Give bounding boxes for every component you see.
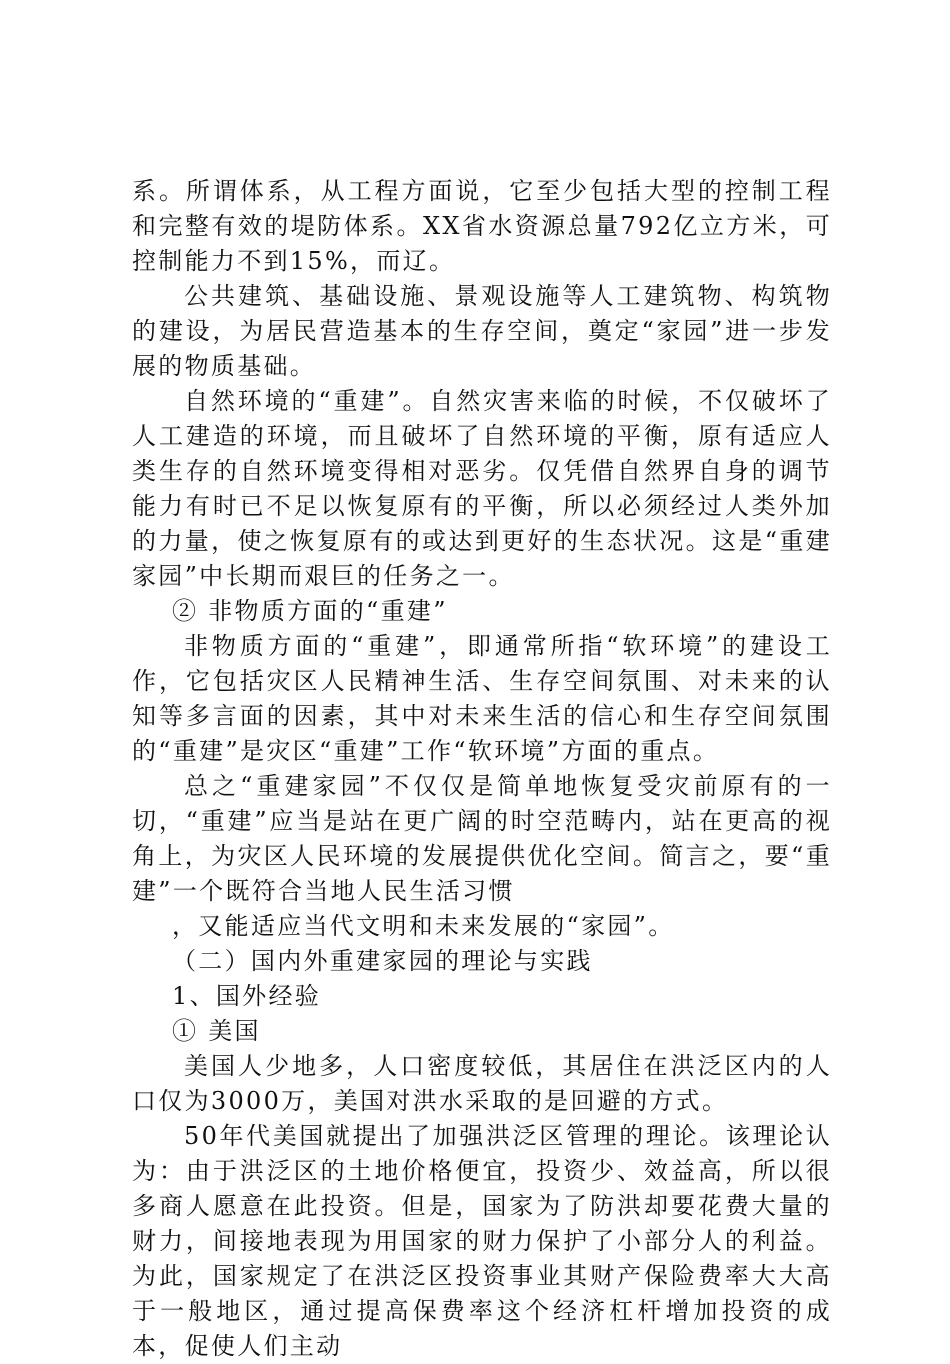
paragraph-usa-population: 美国人少地多，人口密度较低，其居住在洪泛区内的人口仅为3000万，美国对洪水采取的是回避的方式。 <box>132 1052 832 1115</box>
paragraph-summary: 总之“重建家园”不仅仅是简单地恢复受灾前原有的一切，“重建”应当是站在更广阔的时空范畴内，站在更高的视角上，为灾区人民环境的发展提供优化空间。简言之，要“重建”一个既符合当地人民生活习惯 <box>132 772 832 905</box>
section-heading-theory-practice: （二）国内外重建家园的理论与实践 <box>172 947 593 975</box>
paragraph-floodplain-theory: 50年代美国就提出了加强洪泛区管理的理论。该理论认为：由于洪泛区的土地价格便宜，投资少、效益高，所以很多商人愿意在此投资。但是，国家为了防洪却要花费大量的财力，间接地表现为用国家的财力保护了小部分人的利益。为此，国家规定了在洪泛区投资事业其财产保险费率大大高于一般地区，通过提高保费率这个经济杠杆增加投资的成本，促使人们主动 <box>132 1122 832 1360</box>
subheading-usa: ① 美国 <box>172 1017 261 1045</box>
paragraph-public-buildings: 公共建筑、基础设施、景观设施等人工建筑物、构筑物的建设，为居民营造基本的生存空间，奠定“家园”进一步发展的物质基础。 <box>132 282 832 380</box>
subheading-non-material: ② 非物质方面的“重建” <box>172 597 448 625</box>
paragraph-natural-environment: 自然环境的“重建”。自然灾害来临的时候，不仅破坏了人工建造的环境，而且破坏了自然环境的平衡，原有适应人类生存的自然环境变得相对恶劣。仅凭借自然界自身的调节能力有时已不足以恢复原有的平衡，所以必须经过人类外加的力量，使之恢复原有的或达到更好的生态状况。这是“重建家园”中长期而艰巨的任务之一。 <box>132 387 832 590</box>
paragraph-soft-environment: 非物质方面的“重建”，即通常所指“软环境”的建设工作，它包括灾区人民精神生活、生存空间氛围、对未来的认知等多言面的因素，其中对未来生活的信心和生存空间氛围的“重建”是灾区“重建”工作“软环境”方面的重点。 <box>132 632 832 765</box>
paragraph-continuation: 系。所谓体系，从工程方面说，它至少包括大型的控制工程和完整有效的堤防体系。XX省水资源总量792亿立方米，可控制能力不到15%，而辽。 <box>132 177 832 275</box>
subheading-foreign-experience: 1、国外经验 <box>172 982 322 1010</box>
paragraph-fragment: ，又能适应当代文明和未来发展的“家园”。 <box>172 912 675 940</box>
body-text <box>132 174 832 1364</box>
